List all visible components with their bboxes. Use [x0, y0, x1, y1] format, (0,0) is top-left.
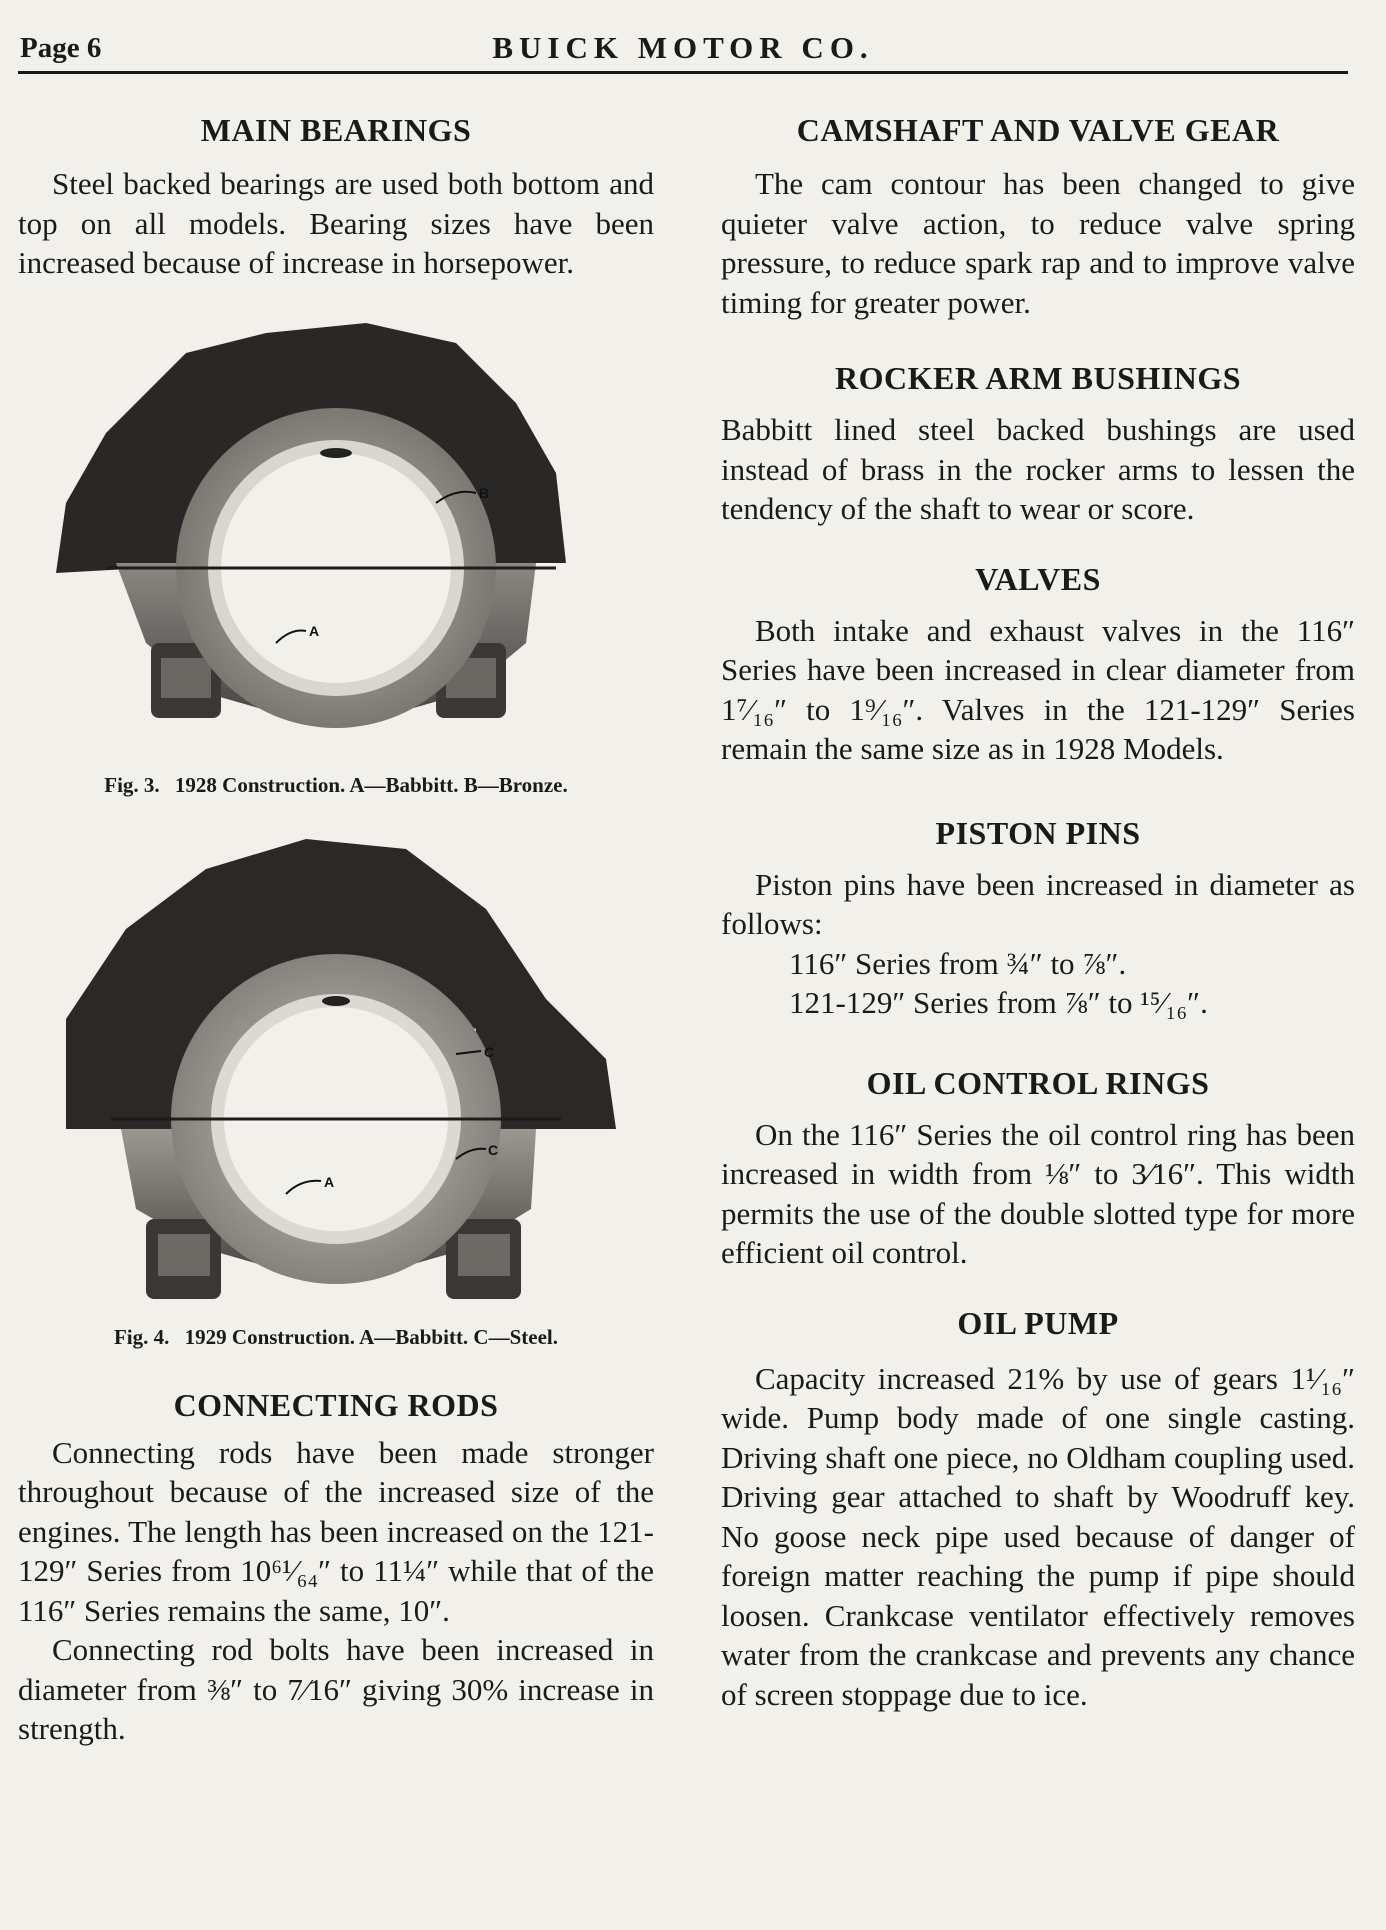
- section-text: The cam contour has been changed to give quieter valve action, to reduce valve spring pressure, to reduce spark rap and to improve valve timing for greater power.: [721, 166, 1355, 320]
- bearing-1928-illustration: [36, 313, 636, 763]
- figure-4-caption: [18, 1323, 654, 1351]
- section-title: ROCKER ARM BUSHINGS: [835, 360, 1241, 396]
- figure-4-bearing: [36, 829, 636, 1319]
- section-valves: [721, 559, 1355, 769]
- label-c-upper: C: [484, 1043, 495, 1060]
- section-title: OIL PUMP: [957, 1304, 1119, 1341]
- section-text: Piston pins have been increased in diameter as follows:: [721, 866, 1355, 941]
- list-item: 116″ Series from ¾″ to ⅞″.: [789, 945, 1127, 981]
- section-main-bearings: [18, 110, 654, 283]
- section-text: Steel backed bearings are used both bottom and top on all models. Bearing sizes have been increased because of increase in horsepower.: [18, 166, 654, 280]
- section-title: CONNECTING RODS: [173, 1386, 499, 1423]
- section-title: VALVES: [975, 560, 1101, 597]
- figure-caption-text: 1929 Construction. A—Babbitt. C—Steel.: [184, 1324, 559, 1349]
- left-column: [18, 110, 654, 1749]
- section-oil-control-rings: [721, 1063, 1355, 1273]
- section-text: Connecting rods have been made stronger throughout because of the increased size of the engines. The length has been increased on the 121-129″ Series from 10⁶¹⁄₆₄″ to 11¼″ while that of the 116″ Series remains the same, 10″.: [18, 1434, 654, 1628]
- figure-3-caption: [18, 771, 654, 799]
- section-connecting-rods: [18, 1385, 654, 1749]
- running-head: BUICK MOTOR CO.: [492, 30, 874, 65]
- figure-3-bearing: [36, 313, 636, 763]
- figure-caption-text: 1928 Construction. A—Babbitt. B—Bronze.: [174, 772, 568, 797]
- section-text: Capacity increased 21% by use of gears 1¹⁄₁₆″ wide. Pump body made of one single casting. Driving shaft one piece, no Oldham coupling used. Driving gear attached to shaft by Woodruff key. No goose neck pipe used because of danger of foreign matter reaching the pump if pipe should loosen. Crankcase ventilator effectively removes water from the crankcase and prevents any chance of screen stoppage due to ice.: [721, 1360, 1355, 1712]
- section-oil-pump: [721, 1303, 1355, 1715]
- page-header: [18, 22, 1348, 74]
- section-title: MAIN BEARINGS: [200, 112, 472, 148]
- section-text: On the 116″ Series the oil control ring has been increased in width from ⅛″ to 3⁄16″. This width permits the use of the double slotted type for more efficient oil control.: [721, 1116, 1355, 1270]
- section-rocker-arm: [721, 358, 1355, 529]
- label-a: A: [324, 1173, 335, 1190]
- label-a: A: [309, 622, 320, 639]
- right-column: [721, 110, 1355, 1714]
- section-piston-pins: [721, 813, 1355, 1023]
- list-item: 121-129″ Series from ⅞″ to ¹⁵⁄₁₆″.: [789, 985, 1208, 1020]
- figure-number: Fig. 4.: [113, 1324, 170, 1349]
- bearing-1929-illustration: [36, 829, 636, 1319]
- section-text: Babbitt lined steel backed bushings are used instead of brass in the rocker arms to lessen the tendency of the shaft to wear or score.: [721, 412, 1355, 526]
- figure-number: Fig. 3.: [104, 772, 160, 797]
- section-title: PISTON PINS: [935, 814, 1141, 851]
- section-text: Both intake and exhaust valves in the 116″ Series have been increased in clear diameter from 1⁷⁄₁₆″ to 1⁹⁄₁₆″. Valves in the 121-129″ Series remain the same size as in 1928 Models.: [721, 612, 1355, 766]
- section-camshaft: [721, 110, 1355, 322]
- section-title: CAMSHAFT AND VALVE GEAR: [796, 112, 1280, 148]
- label-c-lower: C: [488, 1141, 499, 1158]
- section-text: Connecting rod bolts have been increased in diameter from ⅜″ to 7⁄16″ giving 30% increase in strength.: [18, 1632, 654, 1746]
- label-b: B: [479, 484, 490, 501]
- section-title: OIL CONTROL RINGS: [866, 1064, 1210, 1101]
- page-number: Page 6: [20, 32, 102, 64]
